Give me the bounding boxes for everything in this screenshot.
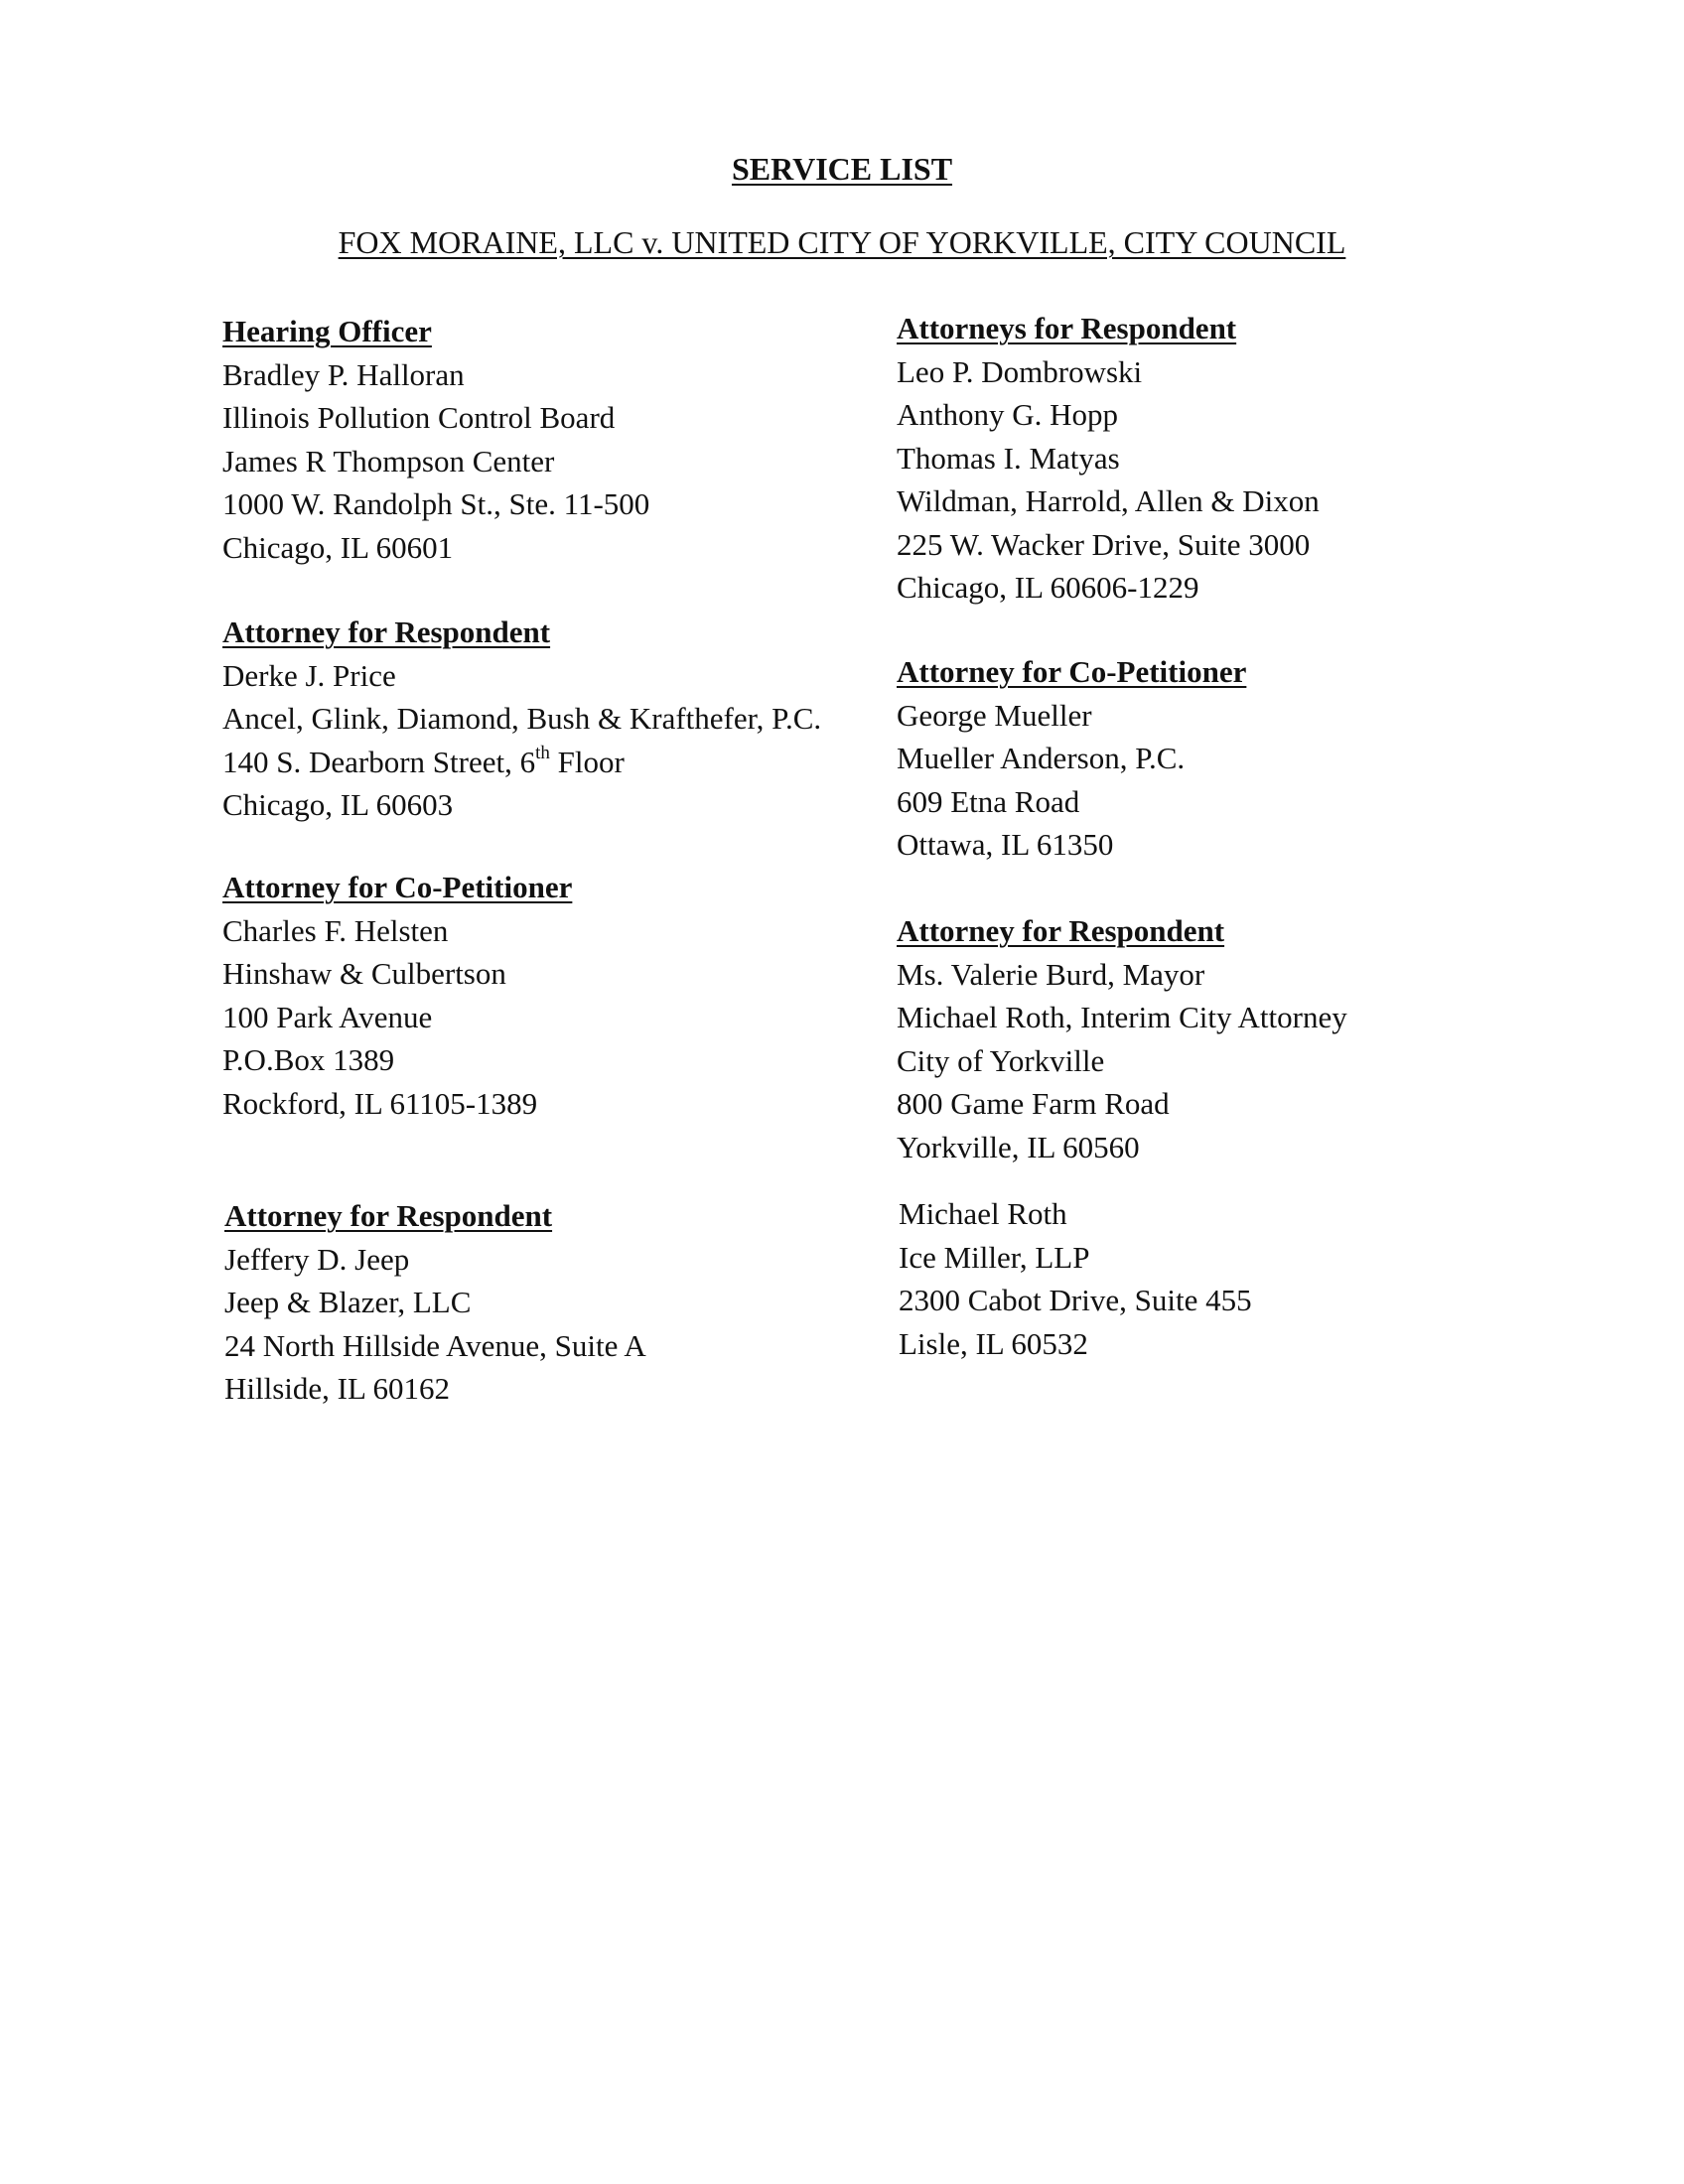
- entry-line: Chicago, IL 60601: [222, 529, 454, 565]
- entry-line: Jeep & Blazer, LLC: [224, 1285, 472, 1319]
- entry-heading: Attorney for Respondent: [222, 614, 551, 649]
- entry-heading: Attorney for Respondent: [897, 913, 1225, 948]
- service-entry-respondent-jeep: [224, 1194, 646, 1411]
- entry-line: James R Thompson Center: [222, 443, 555, 478]
- entry-line: Derke J. Price: [222, 657, 396, 693]
- entry-line: P.O.Box 1389: [222, 1042, 395, 1077]
- entry-line: 1000 W. Randolph St., Ste. 11-500: [222, 486, 650, 521]
- entry-line: City of Yorkville: [897, 1042, 1105, 1078]
- service-entry-respondent-wildman: [897, 307, 1320, 610]
- service-entry-respondent-price: [222, 611, 821, 827]
- entry-line: Chicago, IL 60606-1229: [897, 570, 1199, 605]
- service-entry-respondent-yorkville: [897, 909, 1347, 1168]
- service-entry-co-petitioner-mueller: [897, 650, 1246, 867]
- entry-heading: Attorney for Co-Petitioner: [897, 654, 1247, 689]
- entry-heading: Attorneys for Respondent: [897, 311, 1237, 345]
- ordinal-suffix: th: [535, 743, 550, 764]
- entry-line: 800 Game Farm Road: [897, 1086, 1170, 1121]
- entry-heading: Attorney for Co-Petitioner: [222, 870, 573, 904]
- entry-line: Leo P. Dombrowski: [897, 353, 1143, 389]
- entry-line: Thomas I. Matyas: [897, 440, 1120, 476]
- entry-line: Ice Miller, LLP: [899, 1239, 1090, 1275]
- entry-line: Ancel, Glink, Diamond, Bush & Krafthefer, P.C.: [222, 701, 822, 736]
- service-entry-hearing-officer: [222, 310, 649, 569]
- entry-line: Mueller Anderson, P.C.: [897, 741, 1186, 775]
- case-caption: FOX MORAINE, LLC v. UNITED CITY OF YORKVILLE, CITY COUNCIL: [338, 224, 1346, 260]
- entry-line: Charles F. Helsten: [222, 912, 449, 948]
- entry-line: Rockford, IL 61105-1389: [222, 1085, 538, 1121]
- entry-line: Chicago, IL 60603: [222, 787, 454, 822]
- entry-address-line: [222, 741, 821, 784]
- entry-line: 609 Etna Road: [897, 783, 1080, 819]
- document-title: SERVICE LIST: [731, 151, 953, 187]
- entry-line: Lisle, IL 60532: [899, 1325, 1088, 1361]
- entry-line: Hillside, IL 60162: [224, 1371, 451, 1406]
- entry-line: 24 North Hillside Avenue, Suite A: [224, 1327, 646, 1363]
- entry-line: Anthony G. Hopp: [897, 397, 1119, 432]
- entry-line: Yorkville, IL 60560: [897, 1129, 1140, 1164]
- entry-line: Jeffery D. Jeep: [224, 1241, 410, 1277]
- entry-line: Illinois Pollution Control Board: [222, 400, 616, 435]
- entry-heading: Attorney for Respondent: [224, 1198, 553, 1233]
- entry-line: 2300 Cabot Drive, Suite 455: [899, 1283, 1252, 1317]
- service-entry-co-petitioner-helsten: [222, 866, 572, 1125]
- entry-line: 225 W. Wacker Drive, Suite 3000: [897, 526, 1311, 562]
- entry-line: Michael Roth: [899, 1196, 1067, 1231]
- address-street: 140 S. Dearborn Street, 6: [222, 744, 536, 779]
- entry-line: Michael Roth, Interim City Attorney: [897, 1000, 1347, 1034]
- service-entry-roth-ice-miller: [899, 1192, 1252, 1365]
- address-floor: Floor: [549, 744, 625, 779]
- entry-line: 100 Park Avenue: [222, 999, 433, 1034]
- entry-line: Bradley P. Halloran: [222, 356, 465, 392]
- entry-line: Wildman, Harrold, Allen & Dixon: [897, 483, 1320, 518]
- entry-line: Hinshaw & Culbertson: [222, 956, 506, 991]
- entry-line: George Mueller: [897, 697, 1092, 733]
- entry-line: Ottawa, IL 61350: [897, 827, 1114, 862]
- entry-heading: Hearing Officer: [222, 314, 432, 348]
- entry-line: Ms. Valerie Burd, Mayor: [897, 956, 1205, 992]
